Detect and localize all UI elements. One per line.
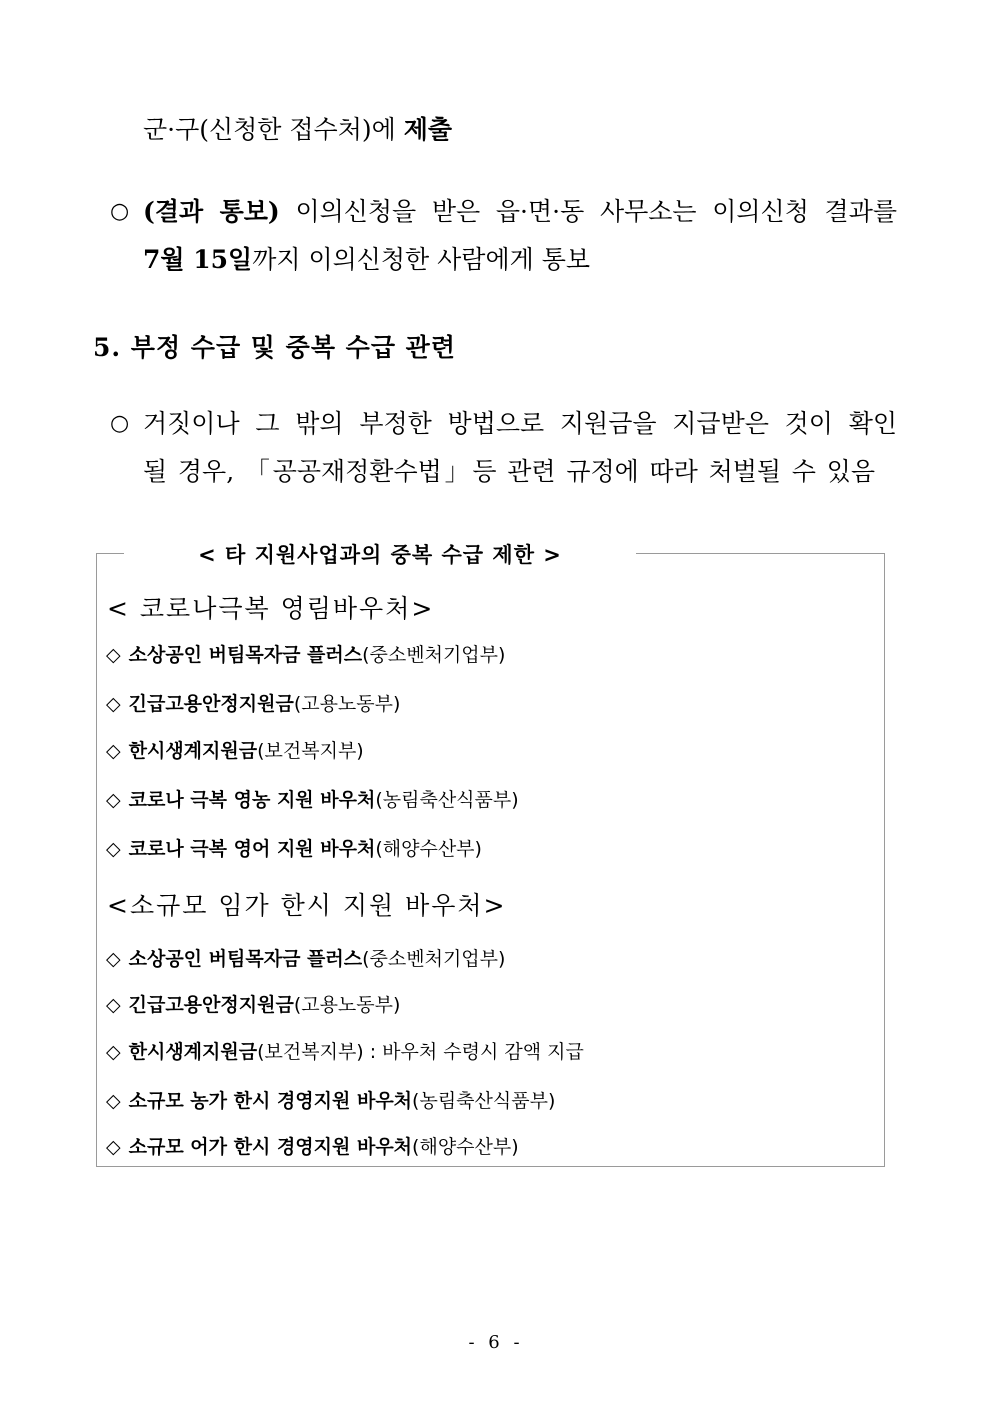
item-name: 한시생계지원금 xyxy=(128,740,258,762)
list-item xyxy=(106,1037,584,1067)
result-paragraph-line1 xyxy=(143,196,897,228)
list-item xyxy=(106,990,400,1020)
diamond-icon: ◇ xyxy=(106,693,121,715)
diamond-icon: ◇ xyxy=(106,1090,121,1112)
item-name: 코로나 극복 영농 지원 바우처 xyxy=(128,789,376,811)
page-number: - 6 - xyxy=(468,1332,524,1353)
item-name: 소규모 어가 한시 경영지원 바우처 xyxy=(128,1136,413,1158)
diamond-icon: ◇ xyxy=(106,1136,121,1158)
item-name: 긴급고용안정지원금 xyxy=(128,994,294,1016)
item-name: 소상공인 버팀목자금 플러스 xyxy=(128,644,363,666)
item-name: 소규모 농가 한시 경영지원 바우처 xyxy=(128,1090,413,1112)
body-line-submit xyxy=(143,114,452,146)
result-line2-text: 까지 이의신청한 사람에게 통보 xyxy=(252,245,590,274)
diamond-icon: ◇ xyxy=(106,740,121,762)
list-item xyxy=(106,1132,519,1162)
item-note: (해양수산부) xyxy=(375,838,482,860)
submit-line-text: 군·구(신청한 접수처)에 xyxy=(143,115,396,144)
diamond-icon: ◇ xyxy=(106,994,121,1016)
list-item xyxy=(106,689,400,719)
result-paragraph-line2 xyxy=(143,244,590,276)
section-5-title: 5. 부정 수급 및 중복 수급 관련 xyxy=(93,333,456,362)
list-item xyxy=(106,640,505,670)
diamond-icon: ◇ xyxy=(106,838,121,860)
item-note: (농림축산식품부) xyxy=(412,1090,556,1112)
item-note: (고용노동부) xyxy=(293,693,401,715)
list-item xyxy=(106,944,505,974)
item-name: 소상공인 버팀목자금 플러스 xyxy=(128,948,363,970)
list-item xyxy=(106,785,519,815)
item-note: (농림축산식품부) xyxy=(375,789,519,811)
diamond-icon: ◇ xyxy=(106,789,121,811)
item-name: 코로나 극복 영어 지원 바우처 xyxy=(128,838,376,860)
diamond-icon: ◇ xyxy=(106,644,121,666)
item-note: (중소벤처기업부) xyxy=(362,644,506,666)
submit-line-bold: 제출 xyxy=(403,115,453,144)
group-title-small-forestry-voucher: <소규모 임가 한시 지원 바우처> xyxy=(107,891,507,920)
group-title-corona-forestry-voucher: < 코로나극복 영림바우처> xyxy=(107,594,435,623)
item-name: 한시생계지원금 xyxy=(128,1041,258,1063)
list-item xyxy=(106,736,364,766)
item-note: (보건복지부) : 바우처 수령시 감액 지급 xyxy=(257,1041,584,1063)
fraud-paragraph-line1: 거짓이나 그 밖의 부정한 방법으로 지원금을 지급받은 것이 확인 xyxy=(143,409,897,438)
item-note: (고용노동부) xyxy=(293,994,401,1016)
paragraph-bullet: ○ xyxy=(110,411,130,436)
list-item xyxy=(106,834,482,864)
item-note: (중소벤처기업부) xyxy=(362,948,506,970)
diamond-icon: ◇ xyxy=(106,1041,121,1063)
result-date: 7월 15일 xyxy=(143,245,253,274)
diamond-icon: ◇ xyxy=(106,948,121,970)
fraud-paragraph-line2: 될 경우, 「공공재정환수법」등 관련 규정에 따라 처벌될 수 있음 xyxy=(143,457,875,486)
item-note: (보건복지부) xyxy=(257,740,364,762)
paragraph-bullet: ○ xyxy=(110,199,130,224)
result-text: 이의신청을 받은 읍·면·동 사무소는 이의신청 결과를 xyxy=(295,197,898,226)
item-name: 긴급고용안정지원금 xyxy=(128,693,294,715)
item-note: (해양수산부) xyxy=(412,1136,519,1158)
restriction-box-title: < 타 지원사업과의 중복 수급 제한 > xyxy=(124,538,636,572)
result-head: (결과 통보) xyxy=(143,197,280,226)
list-item xyxy=(106,1086,555,1116)
